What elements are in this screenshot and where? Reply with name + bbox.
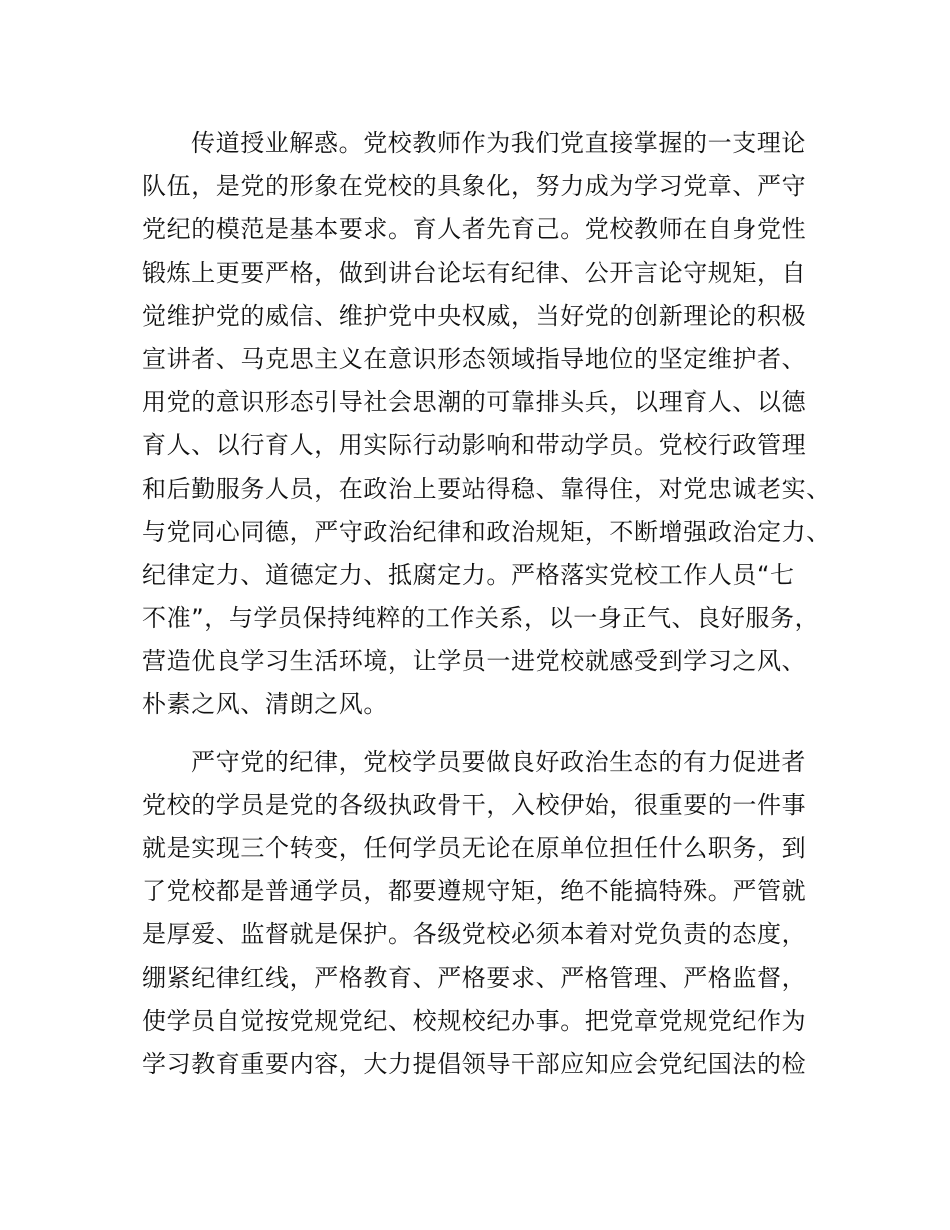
text-line: 营造优良学习生活环境，让学员一进党校就感受到学习之风、: [142, 647, 807, 676]
text-line: 不准”，与学员保持纯粹的工作关系，以一身正气、良好服务，: [142, 604, 820, 633]
document-body: [142, 122, 832, 1086]
text-line: 和后勤服务人员，在政治上要站得稳、靠得住，对党忠诚老实、: [142, 474, 831, 503]
text-line: 绷紧纪律红线，严格教育、严格要求、严格管理、严格监督，: [142, 963, 807, 992]
text-line: 传道授业解惑。党校教师作为我们党直接掌握的一支理论: [191, 129, 806, 157]
text-line: 党校的学员是党的各级执政骨干，入校伊始，很重要的一件事: [142, 790, 807, 819]
text-line: 觉维护党的威信、维护党中央权威，当好党的创新理论的积极: [142, 301, 807, 330]
text-line: 使学员自觉按党规党纪、校规校纪办事。把党章党规党纪作为: [142, 1006, 807, 1035]
text-line: 学习教育重要内容，大力提倡领导干部应知应会党纪国法的检: [142, 1049, 807, 1078]
text-line: 严守党的纪律，党校学员要做良好政治生态的有力促进者: [191, 747, 806, 776]
text-line: 是厚爱、监督就是保护。各级党校必须本着对党负责的态度，: [142, 920, 807, 949]
text-line: 队伍，是党的形象在党校的具象化，努力成为学习党章、严守: [142, 172, 807, 201]
paragraph-spacer: [142, 727, 832, 741]
text-line: 锻炼上更要严格，做到讲台论坛有纪律、公开言论守规矩，自: [142, 258, 807, 287]
text-line: 党纪的模范是基本要求。育人者先育己。党校教师在自身党性: [142, 215, 807, 244]
paragraph-teachers: [142, 122, 832, 727]
text-line: 纪律定力、道德定力、抵腐定力。严格落实党校工作人员“七: [142, 560, 795, 589]
paragraph-students: [142, 741, 832, 1087]
text-line: 与党同心同德，严守政治纪律和政治规矩，不断增强政治定力、: [142, 517, 831, 546]
text-line: 宣讲者、马克思主义在意识形态领域指导地位的坚定维护者、: [142, 344, 807, 373]
text-line: 就是实现三个转变，任何学员无论在原单位担任什么职务，到: [142, 834, 807, 862]
text-line: 用党的意识形态引导社会思潮的可靠排头兵，以理育人、以德: [142, 388, 807, 417]
text-line: 了党校都是普通学员，都要遵规守矩，绝不能搞特殊。严管就: [142, 877, 807, 906]
text-line: 育人、以行育人，用实际行动影响和带动学员。党校行政管理: [142, 431, 807, 460]
text-line: 朴素之风、清朗之风。: [142, 690, 388, 719]
